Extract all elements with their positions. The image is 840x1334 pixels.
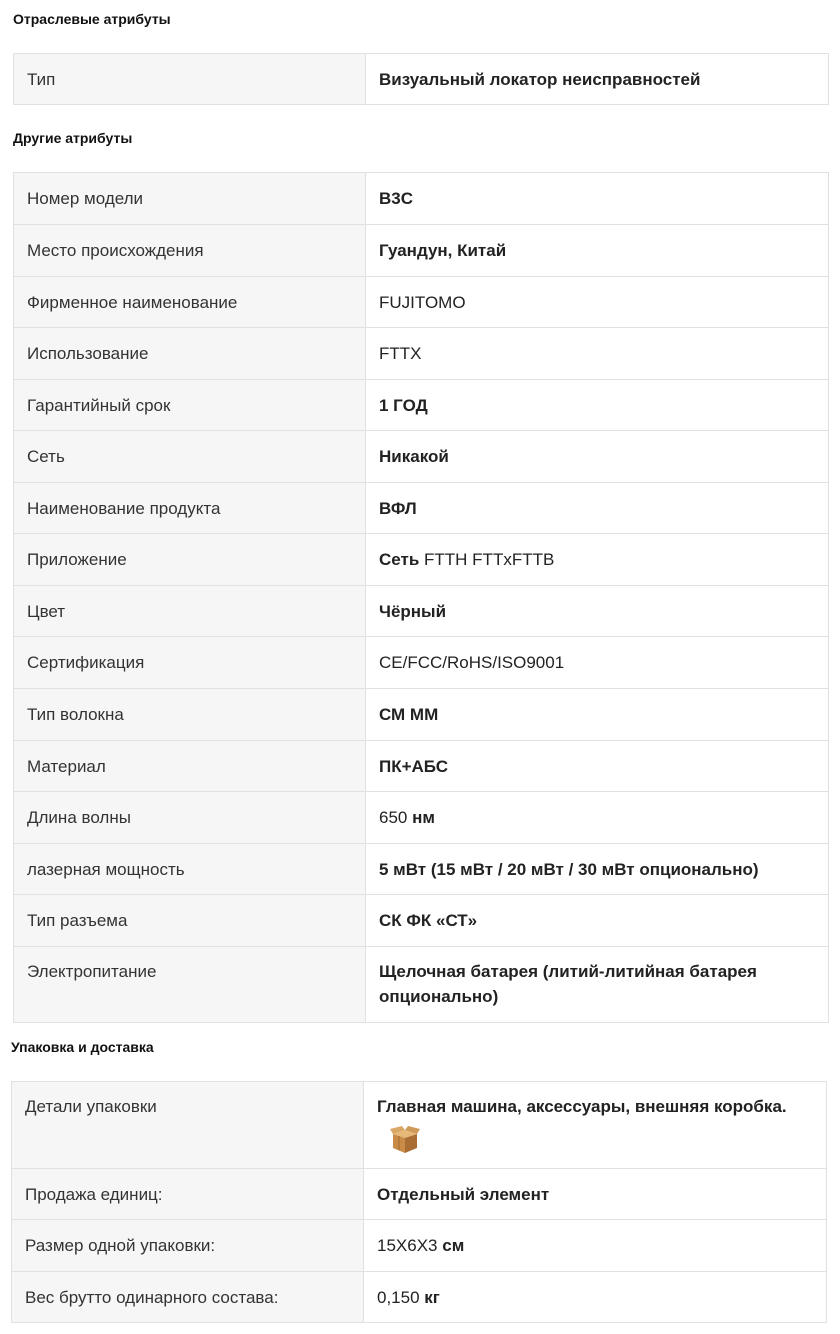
attr-key: Тип	[14, 54, 366, 105]
attr-key: Фирменное наименование	[14, 277, 366, 328]
attr-value	[366, 534, 829, 586]
table-row	[14, 844, 829, 895]
attr-value: Никакой	[366, 431, 829, 483]
attr-value	[366, 792, 829, 844]
table-row	[14, 689, 829, 741]
attr-value-bold-part: Сеть	[379, 550, 420, 569]
table-row	[14, 895, 829, 947]
attr-value-rest: 15X6X3	[377, 1236, 443, 1255]
attr-key: Детали упаковки	[12, 1082, 364, 1169]
attr-value: СМ ММ	[366, 689, 829, 741]
table-row	[14, 54, 829, 105]
attr-value-rest: 650	[379, 808, 413, 827]
attr-key: Длина волны	[14, 792, 366, 844]
attr-value-bold-part: нм	[412, 808, 435, 827]
attr-key: Место происхождения	[14, 225, 366, 277]
attr-key: Цвет	[14, 586, 366, 637]
table-row	[14, 534, 829, 586]
attr-value: 1 ГОД	[366, 380, 829, 431]
attr-key: Тип разъема	[14, 895, 366, 947]
attr-key: Размер одной упаковки:	[12, 1220, 364, 1272]
section-title-other-attributes: Другие атрибуты	[13, 130, 133, 146]
table-row	[12, 1220, 827, 1272]
attr-key: Приложение	[14, 534, 366, 586]
attr-value: Щелочная батарея (литий-литийная батарея опционально)	[366, 947, 829, 1023]
attr-key: Гарантийный срок	[14, 380, 366, 431]
table-row	[14, 431, 829, 483]
attr-value: Визуальный локатор неисправностей	[366, 54, 829, 105]
table-row	[14, 483, 829, 534]
packaging-table	[11, 1081, 827, 1323]
table-row	[14, 741, 829, 792]
attr-value	[364, 1272, 827, 1323]
attr-key: Продажа единиц:	[12, 1169, 364, 1220]
cardboard-box-icon	[389, 1125, 421, 1155]
table-row	[12, 1169, 827, 1220]
section-title-packaging-delivery: Упаковка и доставка	[11, 1039, 154, 1055]
attr-value-bold-part: кг	[424, 1287, 440, 1307]
section-title-industry-attributes: Отраслевые атрибуты	[13, 11, 171, 27]
table-row	[14, 586, 829, 637]
table-row	[14, 277, 829, 328]
attr-value: ПК+АБС	[366, 741, 829, 792]
table-row	[14, 637, 829, 689]
attr-value: Отдельный элемент	[364, 1169, 827, 1220]
attr-value: ВФЛ	[366, 483, 829, 534]
table-row	[12, 1272, 827, 1323]
industry-attributes-table	[13, 53, 829, 105]
attr-value-rest: FTTH FTTxFTTB	[419, 550, 555, 569]
attr-value: B3C	[366, 173, 829, 225]
table-row	[12, 1082, 827, 1169]
attr-value: CE/FCC/RoHS/ISO9001	[366, 637, 829, 689]
attr-key: лазерная мощность	[14, 844, 366, 895]
attr-value: Гуандун, Китай	[366, 225, 829, 277]
attr-value-rest: 0,150	[377, 1287, 425, 1307]
attr-value: 5 мВт (15 мВт / 20 мВт / 30 мВт опционально)	[366, 844, 829, 895]
attr-value: СК ФК «СТ»	[366, 895, 829, 947]
attr-key: Электропитание	[14, 947, 366, 1023]
table-row	[14, 792, 829, 844]
attr-key: Номер модели	[14, 173, 366, 225]
attr-key: Тип волокна	[14, 689, 366, 741]
attr-value: Чёрный	[366, 586, 829, 637]
table-row	[14, 947, 829, 1023]
attr-key: Вес брутто одинарного состава:	[12, 1272, 364, 1323]
table-row	[14, 173, 829, 225]
attr-key: Наименование продукта	[14, 483, 366, 534]
attr-key: Материал	[14, 741, 366, 792]
attr-value-bold-part: см	[442, 1236, 465, 1255]
table-row	[14, 380, 829, 431]
attr-value: FUJITOMO	[366, 277, 829, 328]
table-row	[14, 328, 829, 380]
table-row	[14, 225, 829, 277]
attr-value	[364, 1082, 827, 1169]
attr-value	[364, 1220, 827, 1272]
attr-value-text: Главная машина, аксессуары, внешняя коробка.	[377, 1097, 787, 1116]
attr-key: Использование	[14, 328, 366, 380]
other-attributes-table	[13, 172, 829, 1023]
attr-key: Сертификация	[14, 637, 366, 689]
attr-key: Сеть	[14, 431, 366, 483]
attr-value: FTTX	[366, 328, 829, 380]
